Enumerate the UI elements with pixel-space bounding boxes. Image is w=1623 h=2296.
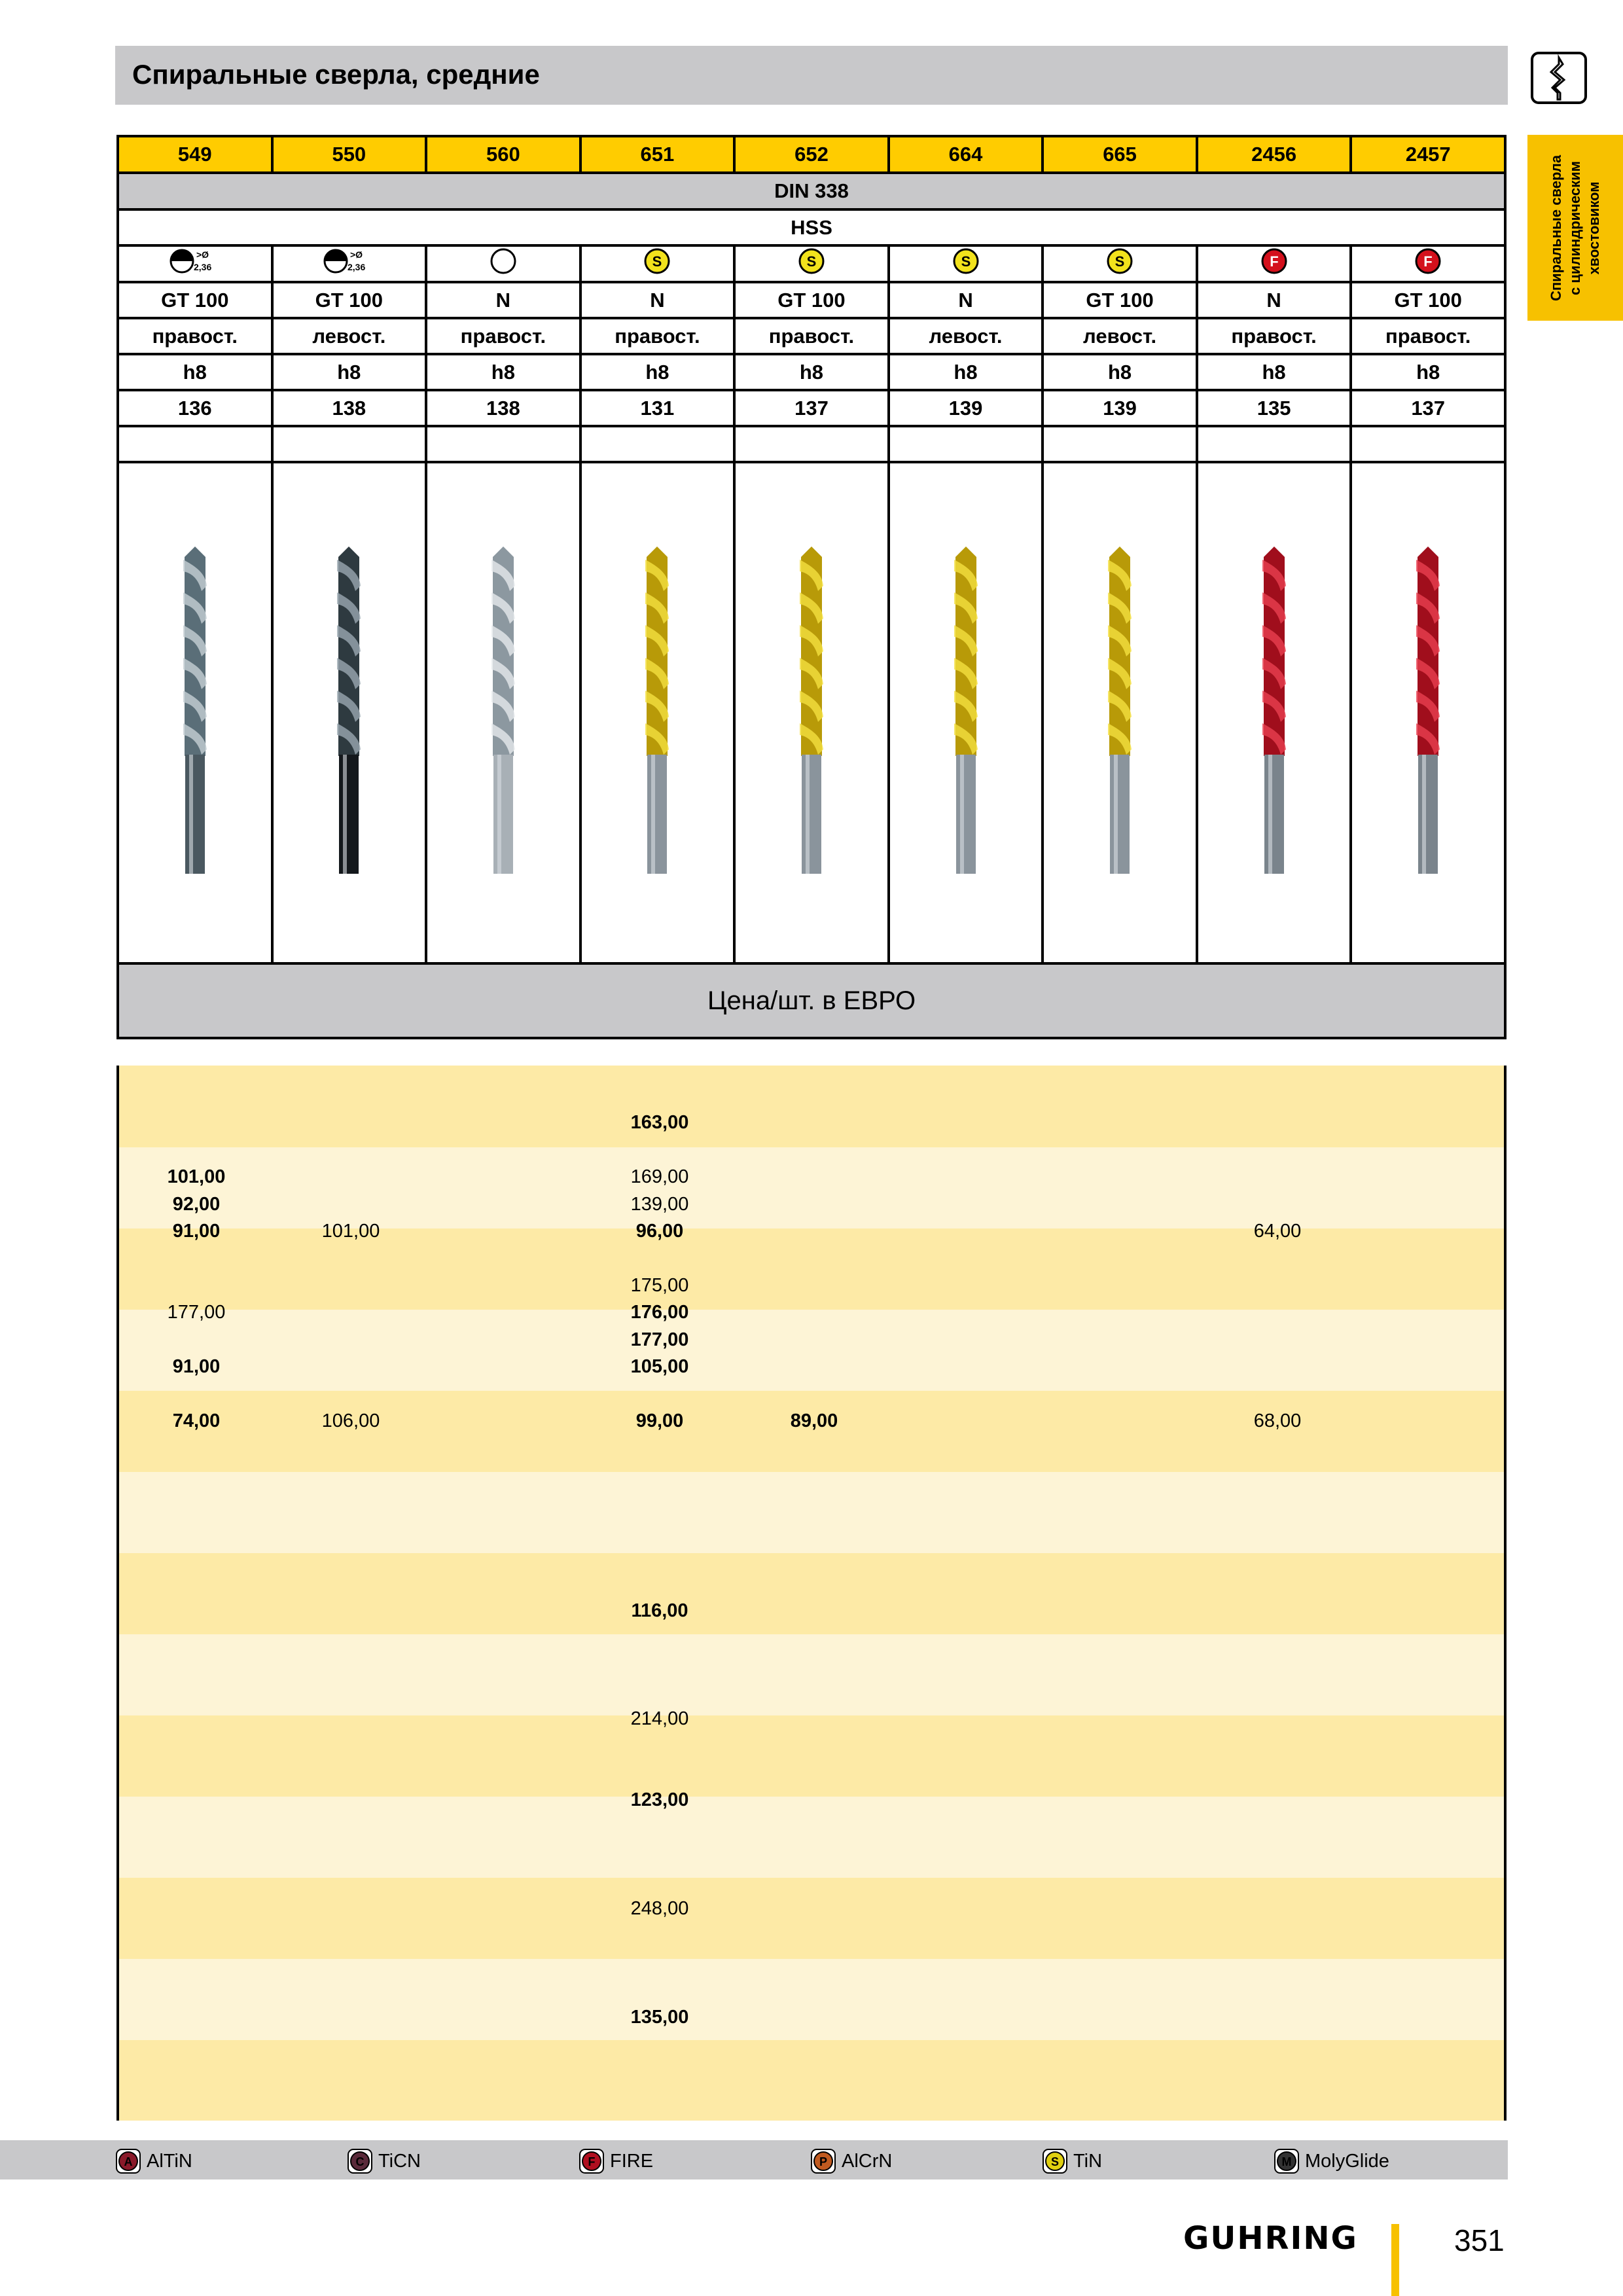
type-cell: GT 100	[118, 282, 272, 318]
article-cell: 651	[580, 136, 735, 173]
tialn-half-coating-icon	[310, 247, 388, 276]
price-value: 116,00	[631, 1600, 688, 1621]
price-value: 68,00	[1253, 1410, 1302, 1431]
legend-label: AlTiN	[147, 2150, 192, 2172]
alcrn-coating-icon	[810, 2148, 836, 2174]
drill-icon	[1530, 51, 1588, 105]
price-value: 99,00	[635, 1410, 684, 1431]
price-value: 96,00	[635, 1221, 684, 1242]
price-value: 177,00	[630, 1329, 689, 1350]
price-value: 74,00	[172, 1410, 221, 1431]
article-cell: 549	[118, 136, 272, 173]
direction-cell: левост.	[272, 318, 427, 354]
article-cell: 2457	[1351, 136, 1505, 173]
price-area	[116, 1066, 1507, 2121]
legend-item	[1042, 2148, 1102, 2174]
page-title: Спиральные сверла, средние	[132, 59, 540, 90]
coating-cell	[1197, 245, 1351, 282]
legend-item	[579, 2148, 653, 2174]
tin-coating-icon	[1080, 247, 1159, 276]
price-value: 139,00	[630, 1193, 689, 1215]
coating-cell	[734, 245, 889, 282]
article-cell: 550	[272, 136, 427, 173]
article-cell: 2456	[1197, 136, 1351, 173]
direction-cell: правост.	[580, 318, 735, 354]
svg-text:>Ø: >Ø	[350, 249, 363, 260]
svg-text:2,36: 2,36	[348, 262, 366, 272]
price-band	[119, 1715, 1504, 1797]
svg-text:2,36: 2,36	[193, 262, 212, 272]
drill-image	[792, 547, 831, 874]
catalog-page-cell: 138	[272, 390, 427, 426]
tialn-half-coating-icon	[156, 247, 234, 276]
catalog-page-cell: 139	[889, 390, 1043, 426]
price-value: 175,00	[630, 1274, 689, 1296]
price-band	[119, 1797, 1504, 1878]
drill-image	[637, 547, 677, 874]
direction-cell: левост.	[889, 318, 1043, 354]
catalog-page-cell: 137	[734, 390, 889, 426]
side-tab[interactable]	[1527, 135, 1623, 321]
svg-text:S: S	[961, 253, 971, 270]
drill-image-cell	[1351, 462, 1505, 963]
direction-cell: левост.	[1043, 318, 1197, 354]
price-value: 106,00	[321, 1410, 380, 1431]
drill-image	[329, 547, 368, 874]
drill-image	[175, 547, 215, 874]
material-cell: HSS	[118, 209, 1505, 245]
type-cell: N	[1197, 282, 1351, 318]
legend-label: MolyGlide	[1305, 2150, 1389, 2172]
price-value: 101,00	[167, 1166, 226, 1188]
empty-cell	[734, 426, 889, 462]
price-value: 163,00	[630, 1112, 689, 1134]
legend-label: AlCrN	[842, 2150, 893, 2172]
empty-cell	[1351, 426, 1505, 462]
price-value: 176,00	[630, 1302, 689, 1323]
drill-image	[946, 547, 986, 874]
direction-cell: правост.	[1197, 318, 1351, 354]
drill-image-cell	[426, 462, 580, 963]
price-value: 135,00	[630, 2006, 689, 2028]
ticn-coating-icon	[347, 2148, 373, 2174]
catalog-page-cell: 135	[1197, 390, 1351, 426]
tolerance-cell: h8	[118, 354, 272, 390]
article-cell: 665	[1043, 136, 1197, 173]
legend-label: TiCN	[378, 2150, 421, 2172]
price-value: 105,00	[630, 1356, 689, 1377]
direction-cell: правост.	[1351, 318, 1505, 354]
drill-image	[484, 547, 523, 874]
price-value: 92,00	[172, 1193, 221, 1215]
catalog-page-cell: 139	[1043, 390, 1197, 426]
svg-text:F: F	[1269, 253, 1279, 270]
svg-text:M: M	[1281, 2155, 1292, 2168]
drill-image-cell	[118, 462, 272, 963]
empty-cell	[272, 426, 427, 462]
direction-cell: правост.	[734, 318, 889, 354]
tin-coating-icon	[772, 247, 851, 276]
spec-table	[116, 135, 1507, 1039]
empty-cell	[1197, 426, 1351, 462]
drill-image-cell	[734, 462, 889, 963]
price-band	[119, 1878, 1504, 1959]
legend-label: TiN	[1073, 2150, 1103, 2172]
title-bar	[115, 46, 1508, 105]
type-cell: N	[426, 282, 580, 318]
price-value: 248,00	[630, 1898, 689, 1919]
uncoated-icon	[464, 247, 543, 276]
molyglide-coating-icon	[1274, 2148, 1300, 2174]
catalog-page-cell: 138	[426, 390, 580, 426]
svg-text:F: F	[588, 2155, 596, 2168]
side-tab-line-1: Спиральные сверла	[1548, 154, 1565, 301]
empty-cell	[889, 426, 1043, 462]
fire-coating-icon	[1389, 247, 1467, 276]
price-band	[119, 2040, 1504, 2121]
tolerance-cell: h8	[426, 354, 580, 390]
price-value: 214,00	[630, 1708, 689, 1730]
tin-coating-icon	[618, 247, 696, 276]
type-cell: GT 100	[272, 282, 427, 318]
tin-coating-icon	[1042, 2148, 1068, 2174]
svg-text:F: F	[1423, 253, 1433, 270]
type-cell: GT 100	[1043, 282, 1197, 318]
price-value: 177,00	[167, 1302, 226, 1323]
coating-cell	[118, 245, 272, 282]
coating-legend	[0, 2140, 1508, 2179]
price-band	[119, 1066, 1504, 1147]
empty-cell	[118, 426, 272, 462]
type-cell: GT 100	[734, 282, 889, 318]
altin-coating-icon	[115, 2148, 141, 2174]
coating-cell	[272, 245, 427, 282]
drill-image-cell	[1043, 462, 1197, 963]
empty-cell	[426, 426, 580, 462]
fire-coating-icon	[1235, 247, 1313, 276]
legend-item	[1274, 2148, 1389, 2174]
article-cell: 652	[734, 136, 889, 173]
price-band	[119, 1553, 1504, 1634]
type-cell: N	[580, 282, 735, 318]
tolerance-cell: h8	[1043, 354, 1197, 390]
article-cell: 664	[889, 136, 1043, 173]
price-value: 64,00	[1253, 1221, 1302, 1242]
svg-text:A: A	[124, 2155, 133, 2168]
tolerance-cell: h8	[1351, 354, 1505, 390]
price-value: 123,00	[630, 1789, 689, 1811]
svg-text:P: P	[819, 2155, 828, 2168]
tin-coating-icon	[927, 247, 1005, 276]
coating-cell	[426, 245, 580, 282]
tolerance-cell: h8	[734, 354, 889, 390]
coating-cell	[889, 245, 1043, 282]
direction-cell: правост.	[118, 318, 272, 354]
empty-cell	[580, 426, 735, 462]
price-value: 101,00	[321, 1221, 380, 1242]
svg-text:S: S	[1050, 2155, 1060, 2168]
tolerance-cell: h8	[1197, 354, 1351, 390]
type-cell: N	[889, 282, 1043, 318]
legend-item	[347, 2148, 421, 2174]
price-band	[119, 1147, 1504, 1229]
fire-coating-icon	[579, 2148, 605, 2174]
legend-label: FIRE	[610, 2150, 654, 2172]
svg-text:S: S	[652, 253, 662, 270]
drill-image	[1408, 547, 1448, 874]
drill-image	[1100, 547, 1139, 874]
standard-cell: DIN 338	[118, 173, 1505, 209]
price-header: Цена/шт. в ЕВРО	[118, 963, 1505, 1038]
logo-divider	[1391, 2224, 1399, 2296]
svg-text:C: C	[355, 2155, 365, 2168]
price-value: 91,00	[172, 1221, 221, 1242]
catalog-page-cell: 136	[118, 390, 272, 426]
empty-cell	[1043, 426, 1197, 462]
price-band	[119, 1472, 1504, 1553]
price-band	[119, 1310, 1504, 1391]
tolerance-cell: h8	[580, 354, 735, 390]
catalog-page-cell: 137	[1351, 390, 1505, 426]
svg-text:>Ø: >Ø	[196, 249, 209, 260]
direction-cell: правост.	[426, 318, 580, 354]
drill-image-cell	[889, 462, 1043, 963]
coating-cell	[1043, 245, 1197, 282]
catalog-page-cell: 131	[580, 390, 735, 426]
coating-cell	[580, 245, 735, 282]
article-cell: 560	[426, 136, 580, 173]
price-value: 169,00	[630, 1166, 689, 1188]
price-band	[119, 1959, 1504, 2040]
side-tab-line-3: хвостовиком	[1586, 181, 1603, 274]
svg-text:S: S	[1115, 253, 1125, 270]
drill-image-cell	[1197, 462, 1351, 963]
type-cell: GT 100	[1351, 282, 1505, 318]
drill-image-cell	[580, 462, 735, 963]
legend-item	[115, 2148, 192, 2174]
guhring-logo: GUHRING	[1183, 2220, 1358, 2257]
coating-cell	[1351, 245, 1505, 282]
tolerance-cell: h8	[889, 354, 1043, 390]
svg-text:S: S	[806, 253, 817, 270]
price-value: 91,00	[172, 1356, 221, 1377]
side-tab-line-2: с цилиндрическим	[1567, 160, 1584, 295]
price-value: 89,00	[790, 1410, 838, 1431]
tolerance-cell: h8	[272, 354, 427, 390]
page-number: 351	[1454, 2223, 1505, 2257]
legend-item	[810, 2148, 892, 2174]
drill-image-cell	[272, 462, 427, 963]
drill-image	[1255, 547, 1294, 874]
price-band	[119, 1634, 1504, 1715]
